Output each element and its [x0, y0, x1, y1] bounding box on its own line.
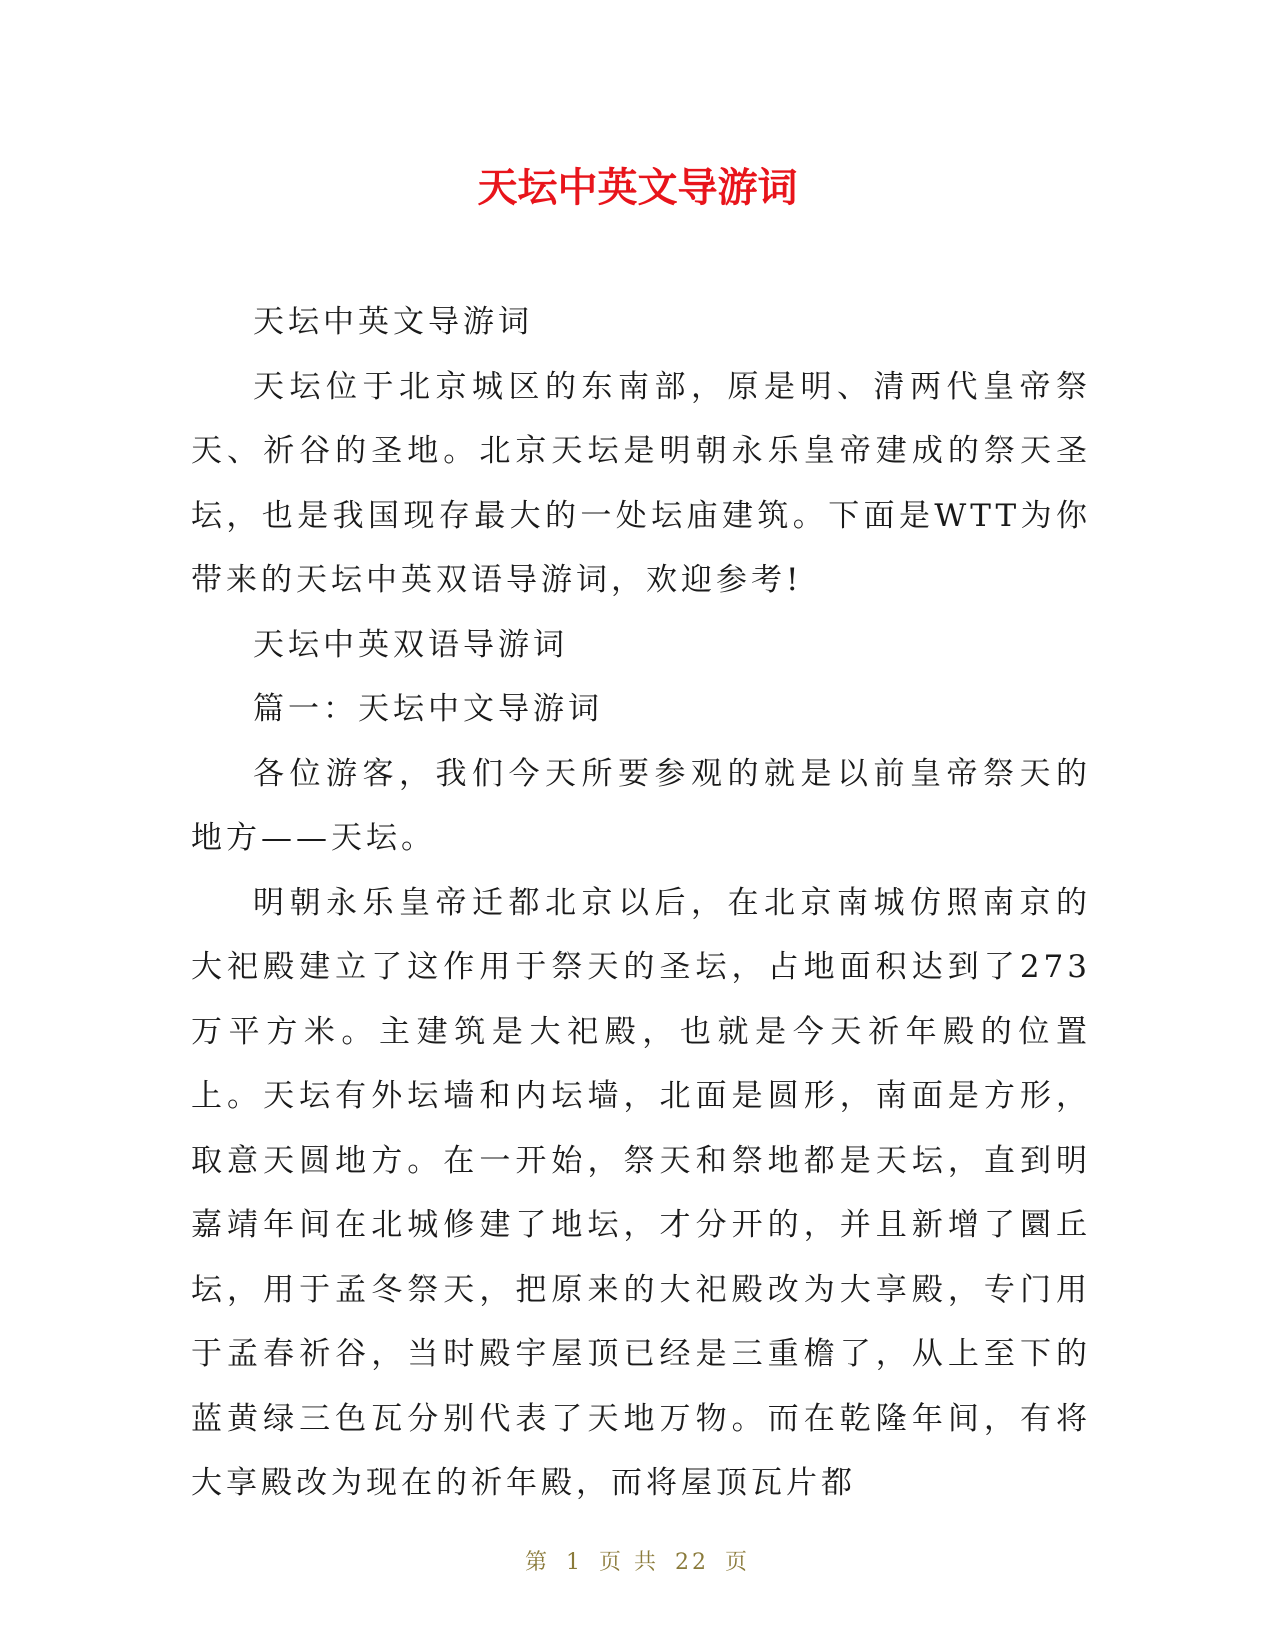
paragraph-section-heading: 篇一：天坛中文导游词 — [253, 691, 603, 727]
document-body — [191, 290, 1091, 1516]
footer-current-page: 1 — [566, 1550, 583, 1575]
footer-middle: 页 共 — [599, 1550, 659, 1575]
paragraph-history: 明朝永乐皇帝迁都北京以后，在北京南城仿照南京的大祀殿建立了这作用于祭天的圣坛，占地面积达到了273万平方米。主建筑是大祀殿，也就是今天祈年殿的位置上。天坛有外坛墙和内坛墙，北面是圆形，南面是方形，取意天圆地方。在一开始，祭天和祭地都是天坛，直到明嘉靖年间在北城修建了地坛，才分开的，并且新增了圜丘坛，用于孟冬祭天，把原来的大祀殿改为大享殿，专门用于孟春祈谷，当时殿宇屋顶已经是三重檐了，从上至下的蓝黄绿三色瓦分别代表了天地万物。而在乾隆年间，有将大享殿改为现在的祈年殿，而将屋顶瓦片都 — [191, 884, 1091, 1501]
footer-total-pages: 22 — [675, 1550, 709, 1575]
paragraph-intro: 天坛位于北京城区的东南部，原是明、清两代皇帝祭天、祈谷的圣地。北京天坛是明朝永乐皇帝建成的祭天圣坛，也是我国现存最大的一处坛庙建筑。下面是WTT为你带来的天坛中英双语导游词，欢迎参考! — [191, 368, 1091, 598]
paragraph-greeting: 各位游客，我们今天所要参观的就是以前皇帝祭天的地方——天坛。 — [191, 755, 1091, 856]
footer-suffix: 页 — [725, 1550, 751, 1575]
paragraph-subtitle: 天坛中英文导游词 — [253, 304, 533, 340]
footer-prefix: 第 — [524, 1550, 550, 1575]
paragraph-bilingual-heading: 天坛中英双语导游词 — [253, 626, 568, 663]
page-number-footer — [0, 1548, 1275, 1578]
document-title: 天坛中英文导游词 — [477, 165, 798, 211]
